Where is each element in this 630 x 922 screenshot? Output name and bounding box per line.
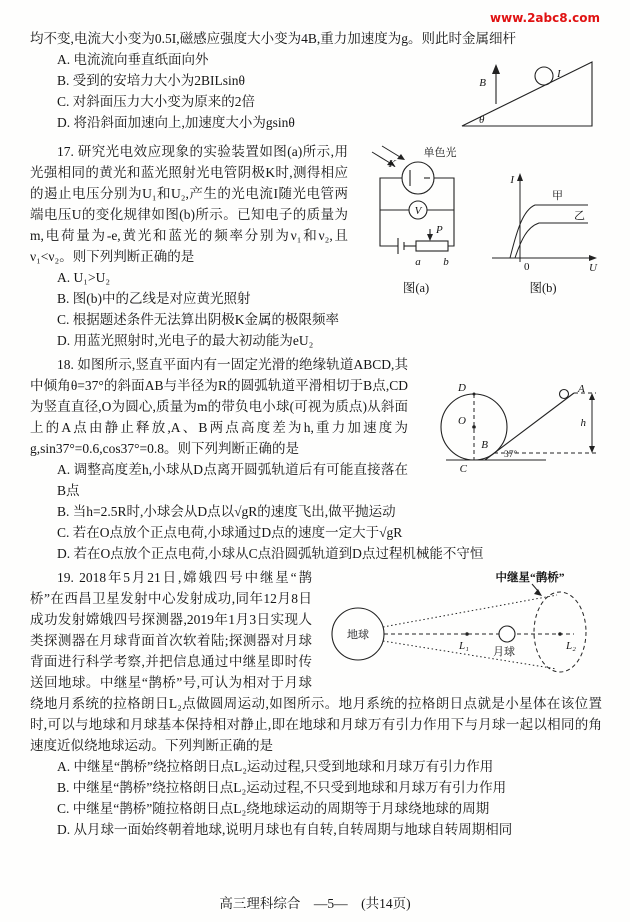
ball [560,390,569,399]
l2-point [558,632,562,636]
voltmeter-label: V [414,205,422,217]
i-axis-arrowhead-icon [517,173,523,181]
incline-angle-label: θ [479,114,485,126]
q16-option-d: D. 将沿斜面加速向上,加速度大小为gsinθ [57,115,295,130]
q16-option-c: C. 对斜面压力大小变为原来的2倍 [57,94,256,109]
moon-circle [499,626,515,642]
sight-line-upper [383,595,557,627]
curve-jia-label: 甲 [552,190,563,202]
rheostat-box [416,241,448,251]
relay-satellite-label: 中继星“鹊桥” [495,572,565,584]
monochromatic-light-label: 单色光 [423,147,457,159]
incline-surface [485,393,574,460]
halo-orbit-ellipse [534,592,586,672]
q19-option-a: A. 中继星“鹊桥”绕拉格朗日点L₂运动过程,只受到地球和月球万有引力作用 [57,759,494,774]
q16-intro: 均不变,电流大小变为0.5I,磁感应强度大小变为4B,重力加速度为g。则此时金属细杆 [30,31,516,46]
point-d-label: D [458,382,466,394]
q17-figure-row [360,144,602,299]
l2-label: L₂ [566,640,576,652]
l1-point [465,632,469,636]
q18-intro: 18. 如图所示,竖直平面内有一固定光滑的绝缘轨道ABCD,其中倾角θ=37°的斜面AB与半径为R的圆弧轨道平滑相切于B点,CD为竖直直径,O为圆心,质量为m的带负电小球(可视为质点)从斜面上的A点由静止释放,A、B两点高度差为h,重力加速度为g,sin37°=0.6,cos37°=0.8。则下列判断正确的是 [30,357,408,456]
earth-label: 地球 [347,629,369,641]
curve-yi-label: 乙 [574,210,585,222]
u-axis-label: U [589,262,597,274]
point-b-label: B [481,439,488,451]
rod-circle [535,67,553,85]
light-ray-1 [372,152,390,163]
figure-q17a [360,144,472,299]
q17-intro: 17. 研究光电效应现象的实验装置如图(a)所示,用光强相同的黄光和蓝光照射光电管阴极K时,测得相应的遏止电压分别为U₁和U₂,产生的光电流I随光电管两端电压U的变化规律如图(b)所示。已知电子的质量为m,电荷量为-e,黄光和蓝光的频率分别为ν₁和ν₂,且ν₁<ν₂。则下列判断正确的是 [30,144,348,264]
q18-option-c: C. 若在O点放个正点电荷,小球通过D点的速度一定大于√gR [57,525,403,540]
relay-pointer-arrowhead-icon [534,589,542,596]
watermark-url: www.2abc8.com [490,11,600,25]
q17-option-a: A. U₁>U₂ [57,270,111,285]
q17-option-b: B. 图(b)中的乙线是对应黄光照射 [57,291,251,306]
u-axis-arrowhead-icon [589,255,597,261]
relay-pointer-line [532,584,538,591]
q16-incline-diagram [450,46,600,134]
light-ray-2 [382,146,400,157]
question-16 [30,28,602,138]
top-point [473,393,476,396]
current-label: I [557,68,561,80]
terminal-b-label: b [443,256,449,268]
q18-option-b: B. 当h=2.5R时,小球会从D点以√gR的速度飞出,做平抛运动 [57,504,396,519]
question-17 [30,141,602,351]
q17a-caption: 图(a) [402,281,430,295]
moon-label: 月球 [493,646,515,658]
l1-label: L₁ [459,640,469,652]
origin-label: 0 [524,261,530,273]
curve-yi [515,223,588,258]
q17a-circuit-diagram [360,144,472,276]
figure-q17 [360,144,602,299]
i-axis-label: I [510,174,514,186]
center-o-label: O [458,415,466,427]
page-footer: 高三理科综合 —5— (共14页) [219,896,411,911]
light-arrowhead-2-icon [397,154,405,160]
q17b-caption: 图(b) [529,281,557,295]
cathode-label: K [388,158,396,170]
q19-option-b: B. 中继星“鹊桥”绕拉格朗日点L₂运动过程,不只受到地球和月球万有引力作用 [57,780,507,795]
left-lead-wire [380,178,402,246]
q18-option-d: D. 若在O点放个正点电荷,小球从C点沿圆弧轨道到D点过程机械能不守恒 [57,546,484,561]
slider-arrowhead-icon [427,234,433,241]
height-arrowhead-top-icon [589,393,595,400]
q19-option-d: D. 从月球一面始终朝着地球,说明月球也有自转,自转周期与地球自转周期相同 [57,822,513,837]
height-arrowhead-bottom-icon [589,446,595,453]
q18-option-a: A. 调整高度差h,小球从D点离开圆弧轨道后有可能直接落在B点 [57,462,408,498]
center-point [472,425,476,429]
q17-option-c: C. 根据题述条件无法算出阴极K金属的极限频率 [57,312,340,327]
point-c-label: C [459,463,467,475]
field-label: B [479,77,486,89]
figure-q19 [324,570,602,688]
q17b-iu-graph [484,170,602,276]
sight-line-lower [383,641,557,669]
field-arrowhead-icon [492,64,500,74]
slider-label: P [436,224,443,236]
q19-option-c: C. 中继星“鹊桥”随拉格朗日点L₂绕地球运动的周期等于月球绕地球的周期 [57,801,490,816]
q17-option-d: D. 用蓝光照射时,光电子的最大初动能为eU₂ [57,333,314,348]
figure-q18 [420,357,602,477]
figure-q17b [484,170,602,299]
q19-earth-moon-diagram [324,570,602,688]
q16-option-a: A. 电流流向垂直纸面向外 [57,52,209,67]
q19-intro: 19. 2018年5月21日,嫦娥四号中继星“鹊桥”在西昌卫星发射中心发射成功,同年12月8日成功发射嫦娥四号探测器,2019年1月3日实现人类探测器在月球背面首次软着陆;探测器对月球背面进行科学考察,并把信息通过中继星即时传送回地球。中继星“鹊桥”号,可认为相对于月球绕地月系统的拉格朗日L₂点做圆周运动,如图所示。地月系统的拉格朗日点就是小星体在该位置时,可以与地球和月球基本保持相对静止,即在地球和月球万有引力作用下与月球一起以相同的角速度近似绕地球运动。下列判断正确的是 [30,570,602,753]
question-19 [30,567,602,840]
q16-option-b: B. 受到的安培力大小为2BILsinθ [57,73,245,88]
q18-track-diagram [420,357,602,477]
point-a-label: A [578,383,585,395]
question-18 [30,354,602,564]
figure-q16 [450,46,600,134]
incline-angle-label: 37° [504,450,518,460]
terminal-a-label: a [415,256,421,268]
height-label: h [580,417,586,429]
